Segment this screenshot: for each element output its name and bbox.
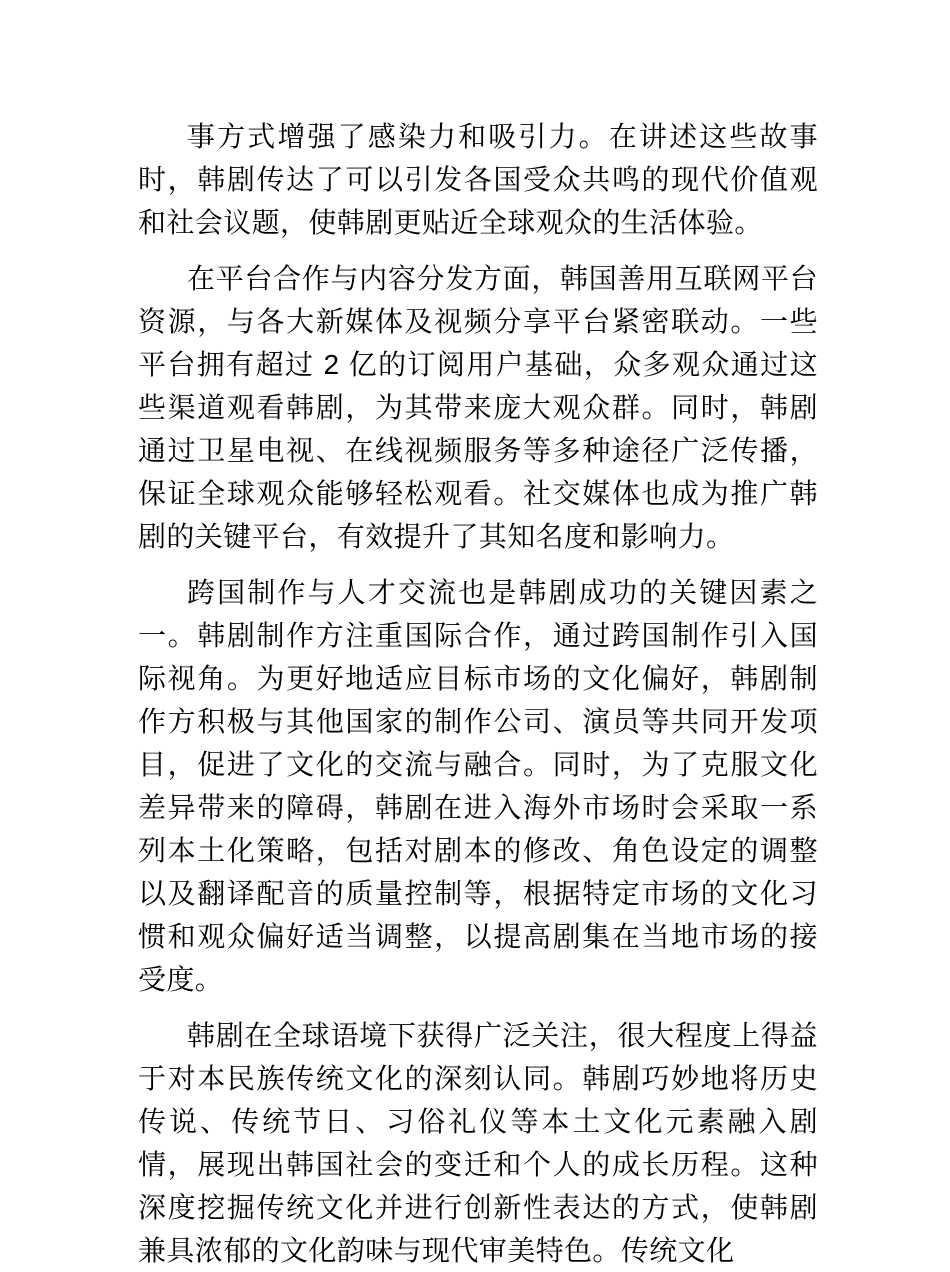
paragraph-traditional-culture: 韩剧在全球语境下获得广泛关注，很大程度上得益于对本民族传统文化的深刻认同。韩剧巧妙地将历史传说、传统节日、习俗礼仪等本土文化元素融入剧情，展现出韩国社会的变迁和个人的成长历程。这种深度挖掘传统文化并进行创新性表达的方式，使韩剧兼具浓郁的文化韵味与现代审美特色。传统文化 [138,1020,818,1266]
paragraph-storytelling: 事方式增强了感染力和吸引力。在讲述这些故事时，韩剧传达了可以引发各国受众共鸣的现代价值观和社会议题，使韩剧更贴近全球观众的生活体验。 [138,121,818,238]
paragraph-platform-distribution: 在平台合作与内容分发方面，韩国善用互联网平台资源，与各大新媒体及视频分享平台紧密联动。一些平台拥有超过 2 亿的订阅用户基础，众多观众通过这些渠道观看韩剧，为其带来庞大观众群。同时，韩剧通过卫星电视、在线视频服务等多种途径广泛传播，保证全球观众能够轻松观看。社交媒体也成为推广韩剧的关键平台，有效提升了其知名度和影响力。 [138,263,818,552]
paragraph-transnational-production: 跨国制作与人才交流也是韩剧成功的关键因素之一。韩剧制作方注重国际合作，通过跨国制作引入国际视角。为更好地适应目标市场的文化偏好，韩剧制作方积极与其他国家的制作公司、演员等共同开发项目，促进了文化的交流与融合。同时，为了克服文化差异带来的障碍，韩剧在进入海外市场时会采取一系列本土化策略，包括对剧本的修改、角色设定的调整以及翻译配音的质量控制等，根据特定市场的文化习惯和观众偏好适当调整，以提高剧集在当地市场的接受度。 [138,577,818,995]
